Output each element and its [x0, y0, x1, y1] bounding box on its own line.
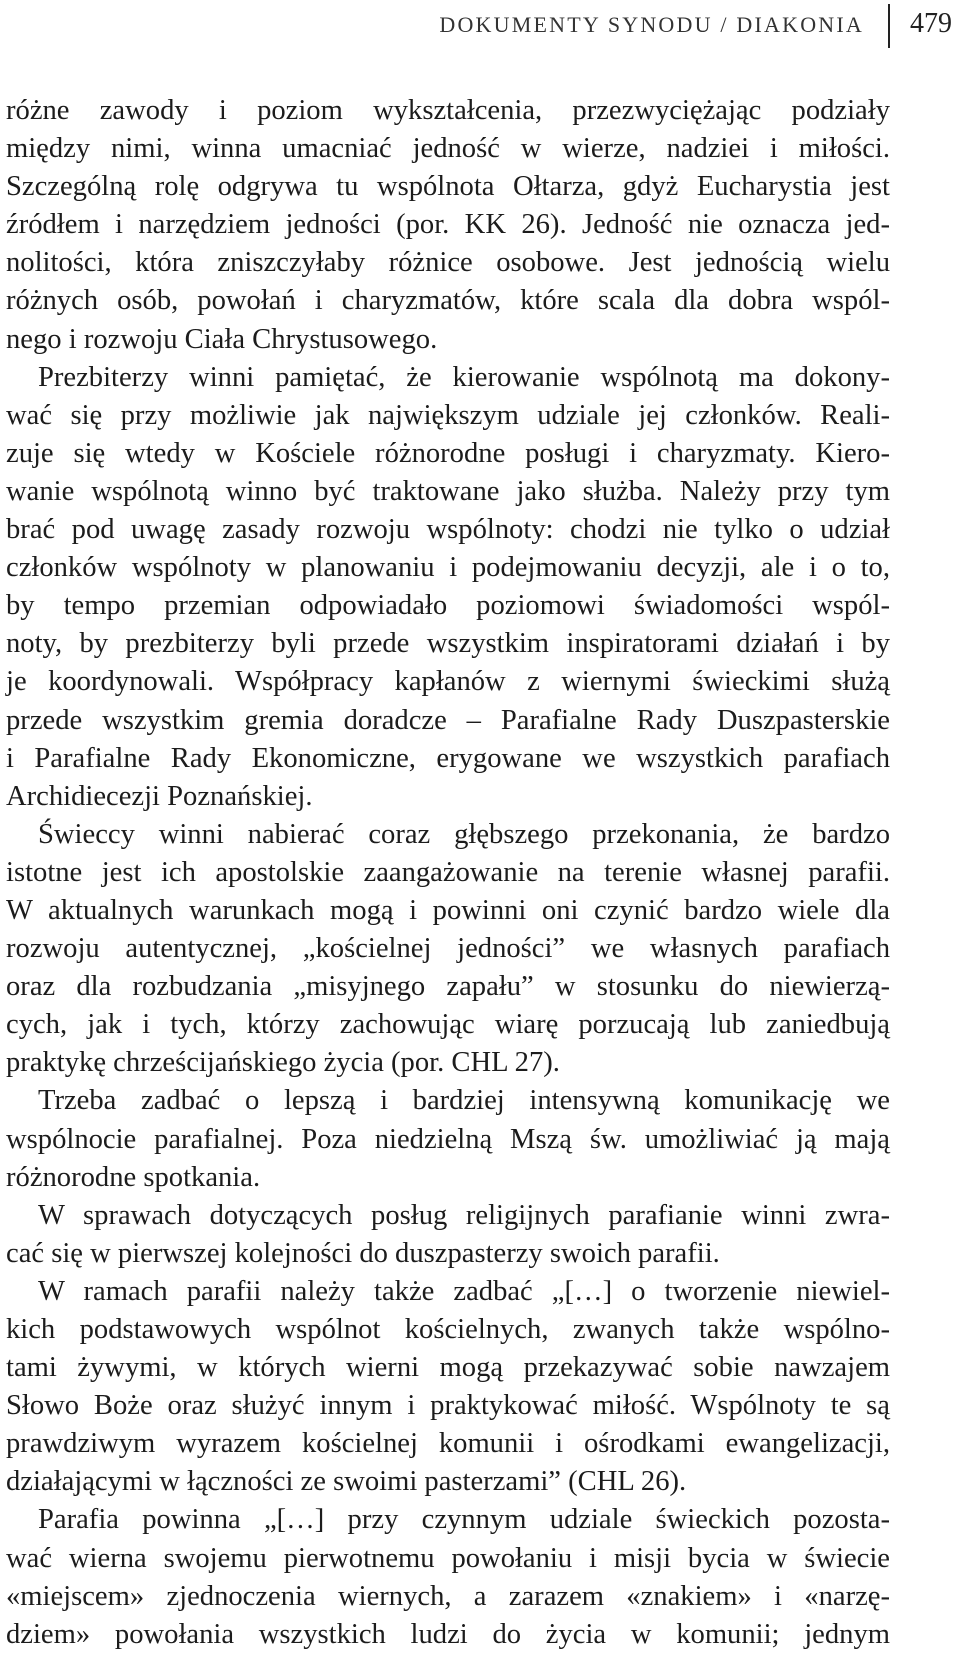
- header-divider: [888, 4, 890, 48]
- page-number: 479: [910, 8, 952, 39]
- text-line: Archidiecezji Poznańskiej.: [6, 780, 313, 812]
- text-line: je koordynowali. Współpracy kapłanów z wiernymi świeckimi służą: [6, 666, 890, 698]
- text-line: kich podstawowych wspólnot kościelnych, zwanych także wspólno-: [6, 1314, 890, 1345]
- text-line: Słowo Boże oraz służyć innym i praktykować miłość. Wspólnoty te są: [6, 1390, 890, 1422]
- text-line: zuje się wtedy w Kościele różnorodne posługi i charyzmaty. Kiero-: [6, 437, 890, 469]
- text-line: oraz dla rozbudzania „misyjnego zapału” w stosunku do niewierzą-: [6, 971, 890, 1003]
- text-line: Świeccy winni nabierać coraz głębszego przekonania, że bardzo: [38, 818, 890, 850]
- text-line: «miejscem» zjednoczenia wiernych, a zarazem «znakiem» i «narzę-: [6, 1580, 890, 1612]
- text-line: wać wierna swojemu pierwotnemu powołaniu i misji bycia w świecie: [6, 1542, 890, 1574]
- text-line: tami żywymi, w których wierni mogą przekazywać sobie nawzajem: [6, 1352, 890, 1384]
- body-text: [6, 92, 890, 1654]
- text-line: rozwoju autentycznej, „kościelnej jedności” we własnych parafiach: [6, 933, 890, 965]
- page-header: [0, 0, 960, 50]
- text-line: wać się przy możliwie jak największym udziale jej członków. Reali-: [6, 399, 890, 431]
- text-line: wspólnocie parafialnej. Poza niedzielną Mszą św. umożliwiać ją mają: [6, 1123, 890, 1155]
- text-line: Trzeba zadbać o lepszą i bardziej intensywną komunikację we: [38, 1085, 890, 1117]
- text-line: nego i rozwoju Ciała Chrystusowego.: [6, 323, 438, 355]
- text-line: członków wspólnoty w planowaniu i podejmowaniu decyzji, ale i o to,: [6, 552, 890, 584]
- text-line: brać pod uwagę zasady rozwoju wspólnoty: chodzi nie tylko o udział: [6, 514, 890, 546]
- running-head: DOKUMENTY SYNODU / DIAKONIA: [439, 12, 864, 37]
- text-line: źródłem i narzędziem jedności (por. KK 26). Jedność nie oznacza jed-: [6, 209, 890, 241]
- text-line: różnorodne spotkania.: [6, 1161, 261, 1193]
- text-line: Szczególną rolę odgrywa tu wspólnota Ołtarza, gdyż Eucharystia jest: [6, 171, 890, 203]
- text-line: cych, jak i tych, którzy zachowując wiarę porzucają lub zaniedbują: [6, 1009, 890, 1041]
- text-line: W sprawach dotyczących posług religijnych parafianie winni zwra-: [38, 1199, 890, 1231]
- text-line: różne zawody i poziom wykształcenia, przezwyciężając podziały: [6, 95, 890, 126]
- text-line: działającymi w łączności ze swoimi pasterzami” (CHL 26).: [6, 1466, 687, 1498]
- text-line: W aktualnych warunkach mogą i powinni oni czynić bardzo wiele dla: [6, 894, 890, 926]
- text-line: przede wszystkim gremia doradcze – Parafialne Rady Duszpasterskie: [6, 704, 890, 736]
- text-line: i Parafialne Rady Ekonomiczne, erygowane we wszystkich parafiach: [6, 742, 890, 774]
- text-line: istotne jest ich apostolskie zaangażowanie na terenie własnej parafii.: [6, 856, 890, 888]
- text-line: cać się w pierwszej kolejności do duszpasterzy swoich parafii.: [6, 1237, 720, 1269]
- text-line: nolitości, która zniszczyłaby różnice osobowe. Jest jednością wielu: [6, 247, 890, 279]
- text-line: między nimi, winna umacniać jedność w wierze, nadziei i miłości.: [6, 133, 890, 165]
- text-line: W ramach parafii należy także zadbać „[…] o tworzenie niewiel-: [38, 1275, 890, 1307]
- text-line: noty, by prezbiterzy byli przede wszystkim inspiratorami działań i by: [6, 628, 890, 660]
- text-line: by tempo przemian odpowiadało poziomowi świadomości wspól-: [6, 590, 890, 622]
- text-line: prawdziwym wyrazem kościelnej komunii i ośrodkami ewangelizacji,: [6, 1428, 890, 1460]
- text-line: Parafia powinna „[…] przy czynnym udziale świeckich pozosta-: [38, 1504, 890, 1536]
- text-line: praktykę chrześcijańskiego życia (por. CHL 27).: [6, 1047, 560, 1079]
- text-line: wanie wspólnotą winno być traktowane jako służba. Należy przy tym: [6, 475, 890, 507]
- text-line: Prezbiterzy winni pamiętać, że kierowanie wspólnotą ma dokony-: [38, 361, 890, 393]
- text-line: dziem» powołania wszystkich ludzi do życia w komunii; jednym: [6, 1618, 890, 1650]
- text-line: różnych osób, powołań i charyzmatów, które scala dla dobra wspól-: [6, 285, 890, 317]
